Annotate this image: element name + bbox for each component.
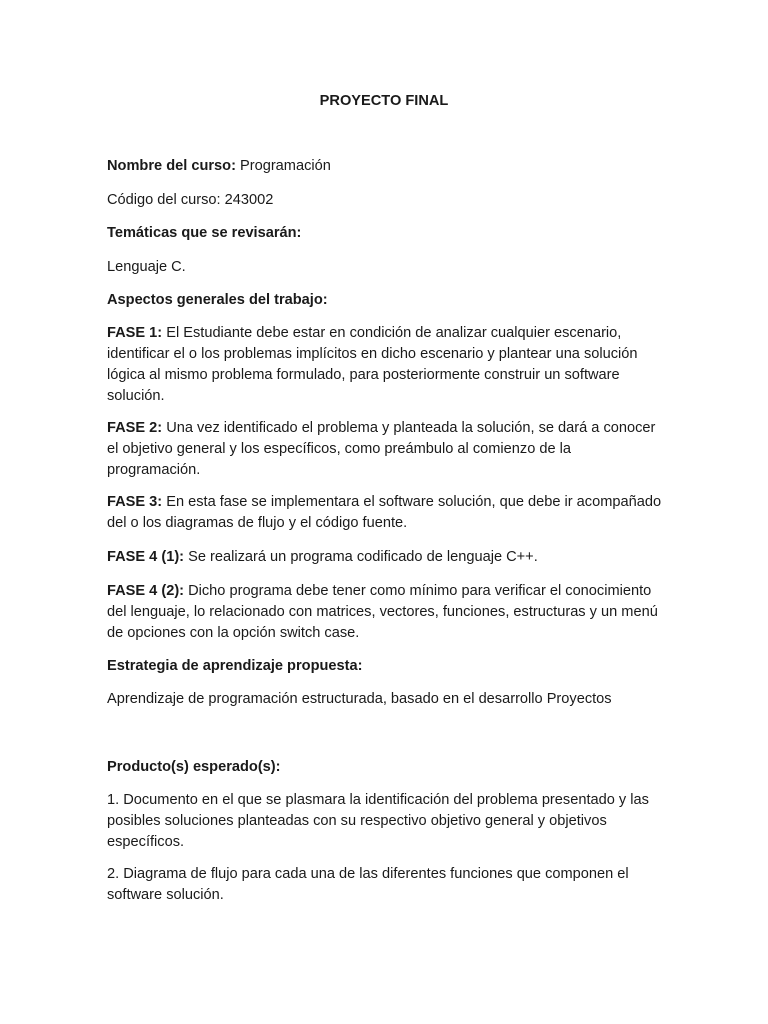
phase-4-1-text: Se realizará un programa codificado de lenguaje C++.: [184, 549, 538, 565]
course-name-label: Nombre del curso:: [107, 158, 236, 174]
topics-text: Lenguaje C.: [107, 259, 186, 275]
topics-heading: Temáticas que se revisarán:: [107, 225, 302, 241]
product-item-2: 2. Diagrama de flujo para cada una de las diferentes funciones que componen el software solución.: [107, 866, 629, 903]
phase-1-text: El Estudiante debe estar en condición de analizar cualquier escenario, identificar el o los problemas implícitos en dicho escenario y plantear una solución lógica al mismo problema formulado, para posteriormente construir un software solución.: [107, 325, 638, 404]
phase-4-2-text: Dicho programa debe tener como mínimo para verificar el conocimiento del lenguaje, lo relacionado con matrices, vectores, funciones, estructuras y un menú de opciones con la opción switch case.: [107, 583, 658, 641]
phase-2-label: FASE 2:: [107, 420, 163, 436]
phase-4-1-paragraph: [107, 547, 667, 568]
strategy-text: Aprendizaje de programación estructurada, basado en el desarrollo Proyectos: [107, 691, 612, 707]
phase-3-text: En esta fase se implementara el software solución, que debe ir acompañado del o los diagramas de flujo y el código fuente.: [107, 494, 662, 531]
phase-1-paragraph: [107, 323, 667, 407]
general-heading: Aspectos generales del trabajo:: [107, 292, 328, 308]
phase-1-label: FASE 1:: [107, 325, 163, 341]
product-item-1: 1. Documento en el que se plasmara la identificación del problema presentado y las posibles soluciones planteadas con su respectivo objetivo general y objetivos específicos.: [107, 792, 649, 850]
course-name-line: [107, 156, 667, 177]
phase-3-label: FASE 3:: [107, 494, 163, 510]
phase-2-text: Una vez identificado el problema y planteada la solución, se dará a conocer el objetivo general y los específicos, como preámbulo al comienzo de la programación.: [107, 420, 656, 478]
strategy-heading: Estrategia de aprendizaje propuesta:: [107, 658, 363, 674]
course-code-line: Código del curso: 243002: [107, 192, 274, 208]
course-name-value: Programación: [235, 158, 331, 174]
phase-2-paragraph: [107, 418, 667, 481]
products-heading: Producto(s) esperado(s):: [107, 759, 281, 775]
phase-4-2-paragraph: [107, 581, 667, 644]
phase-4-1-label: FASE 4 (1):: [107, 549, 185, 565]
phase-4-2-label: FASE 4 (2):: [107, 583, 185, 599]
phase-3-paragraph: [107, 492, 667, 534]
document-title: PROYECTO FINAL: [319, 93, 449, 109]
